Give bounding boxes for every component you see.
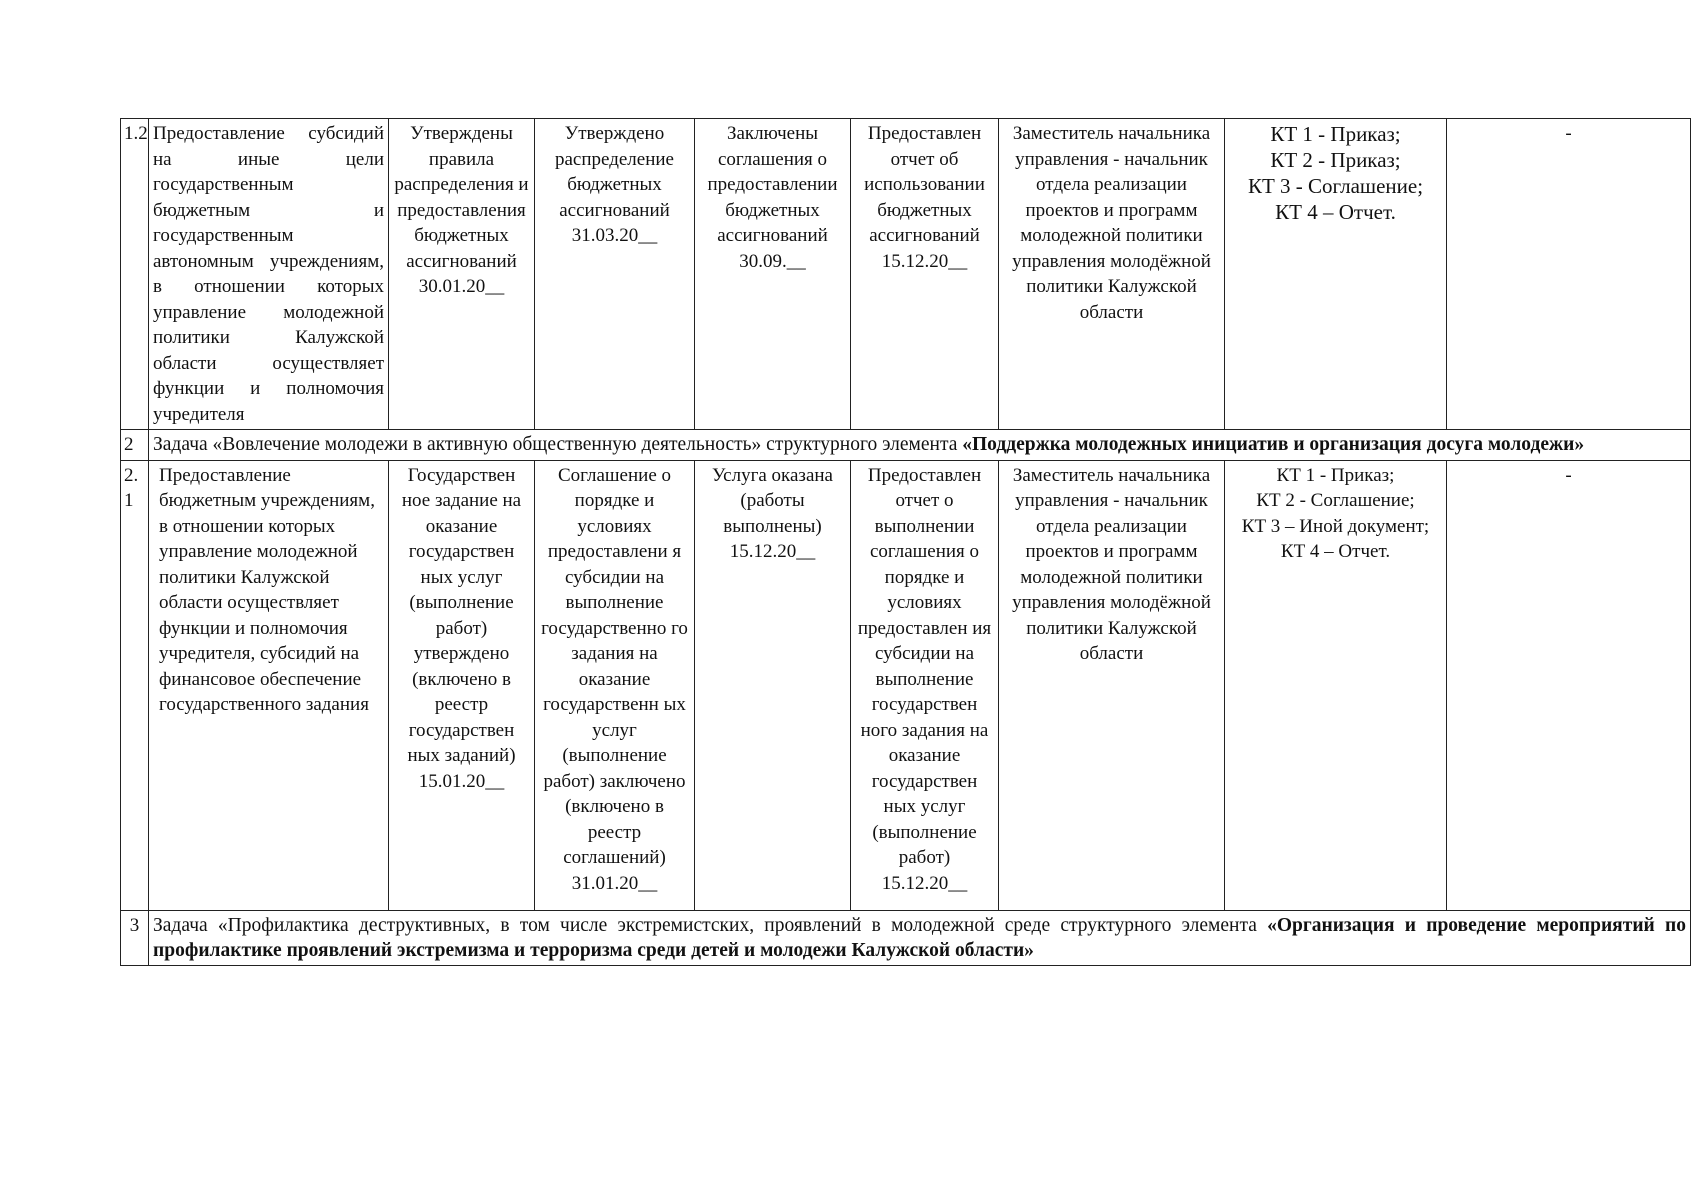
control-point-2: Утверждено распределение бюджетных ассигнований 31.03.20__ <box>535 119 695 430</box>
document-page <box>120 118 1690 966</box>
task-number: 2 <box>121 430 149 461</box>
control-point-3: Заключены соглашения о предоставлении бюджетных ассигнований 30.09.__ <box>695 119 851 430</box>
task-text: Задача «Профилактика деструктивных, в том числе экстремистских, проявлений в молодежной среде структурного элемента <box>153 914 1268 936</box>
task-row <box>121 910 1691 965</box>
documents-list: КТ 1 - Приказ; КТ 2 - Приказ; КТ 3 - Соглашение; КТ 4 – Отчет. <box>1225 119 1447 430</box>
row-number: 2. 1 <box>121 460 149 910</box>
control-point-3: Услуга оказана (работы выполнены) 15.12.20__ <box>695 460 851 910</box>
task-text: Задача «Вовлечение молодежи в активную общественную деятельность» структурного элемента <box>153 434 963 455</box>
table-row <box>121 119 1691 430</box>
control-points-table <box>120 118 1691 966</box>
control-point-4: Предоставлен отчет о выполнении соглашения о порядке и условиях предоставлен ия субсидии на выполнение государствен ного задания на оказание государствен ных услуг (выполнение работ) 15.12.20__ <box>851 460 999 910</box>
task-element-name: «Поддержка молодежных инициатив и организация досуга молодежи» <box>962 434 1585 455</box>
task-row <box>121 430 1691 461</box>
control-point-1: Государствен ное задание на оказание государствен ных услуг (выполнение работ) утверждено (включено в реестр государствен ных заданий) 15.01.20__ <box>389 460 535 910</box>
last-column-value: - <box>1447 460 1691 910</box>
last-column-value: - <box>1447 119 1691 430</box>
documents-list: КТ 1 - Приказ; КТ 2 - Соглашение; КТ 3 – Иной документ; КТ 4 – Отчет. <box>1225 460 1447 910</box>
responsible-person: Заместитель начальника управления - начальник отдела реализации проектов и программ молодежной политики управления молодёжной политики Калужской области <box>999 460 1225 910</box>
control-point-2: Соглашение о порядке и условиях предоставлени я субсидии на выполнение государственно го задания на оказание государственн ых услуг (выполнение работ) заключено (включено в реестр соглашений) 31.01.20__ <box>535 460 695 910</box>
control-point-4: Предоставлен отчет об использовании бюджетных ассигнований 15.12.20__ <box>851 119 999 430</box>
responsible-person: Заместитель начальника управления - начальник отдела реализации проектов и программ молодежной политики управления молодёжной политики Калужской области <box>999 119 1225 430</box>
row-number: 1.2 <box>121 119 149 430</box>
task-number: 3 <box>121 910 149 965</box>
row-name: Предоставление субсидий на иные цели государственным бюджетным и государственным автономным учреждениям, в отношении которых управление молодежной политики Калужской области осуществляет функции и полномочия учредителя <box>149 119 389 430</box>
control-point-1: Утверждены правила распределения и предоставления бюджетных ассигнований 30.01.20__ <box>389 119 535 430</box>
task-description <box>149 910 1691 965</box>
table-row <box>121 460 1691 910</box>
task-element-name: «Организация и проведение мероприятий по профилактике проявлений экстремизма и терроризма среди детей и молодежи Калужской области» <box>153 914 1686 961</box>
row-name: Предоставление бюджетным учреждениям, в отношении которых управление молодежной политики Калужской области осуществляет функции и полномочия учредителя, субсидий на финансовое обеспечение государственного задания <box>149 460 389 910</box>
task-description <box>149 430 1691 461</box>
